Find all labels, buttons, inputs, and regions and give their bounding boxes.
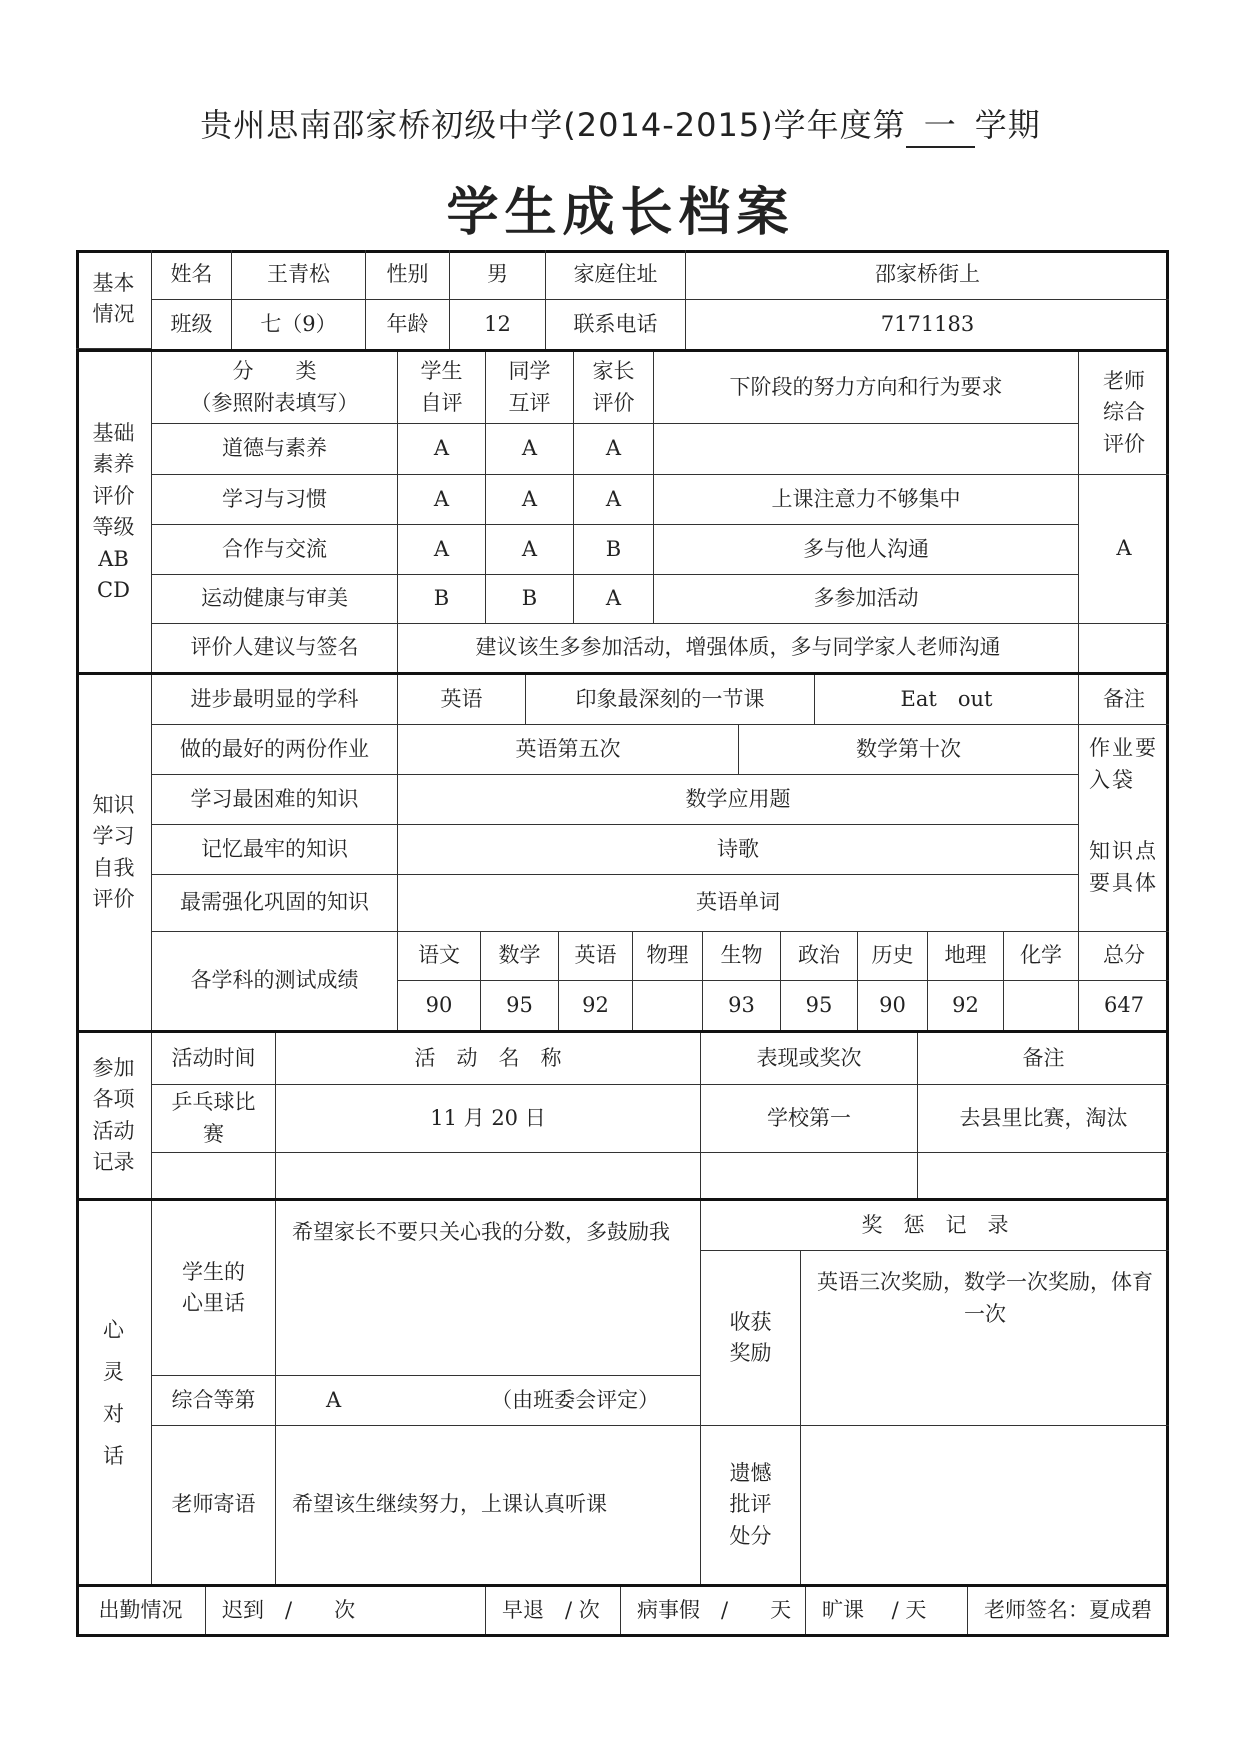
- grade-note: （由班委会评定）: [491, 1387, 660, 1412]
- heart-dialog-section: [76, 1201, 1169, 1587]
- address-value: 邵家桥街上: [686, 250, 1169, 300]
- hardest-value: 数学应用题: [398, 775, 1079, 825]
- remark-notes: [1079, 725, 1169, 932]
- term-number: 一: [906, 100, 975, 148]
- hardest-label: 学习最困难的知识: [152, 775, 398, 825]
- activity-name: 11 月 20 日: [276, 1085, 701, 1153]
- literacy-row-parent: B: [574, 525, 654, 575]
- penalty-label: 遗憾批评处分: [701, 1426, 801, 1584]
- knowledge-section: [76, 675, 1169, 1033]
- subject-score: 90: [398, 981, 481, 1030]
- literacy-row-peer: A: [486, 475, 574, 525]
- reward-text: 英语三次奖励，数学一次奖励，体育一次: [801, 1251, 1169, 1426]
- reward-penalty-title: 奖 惩 记 录: [701, 1201, 1169, 1251]
- student-words: 希望家长不要只关心我的分数，多鼓励我: [276, 1201, 701, 1376]
- memory-label: 记忆最牢的知识: [152, 825, 398, 875]
- literacy-row-peer: B: [486, 575, 574, 624]
- attendance-section: [76, 1587, 1169, 1637]
- early-leave-count: 早退 / 次: [486, 1587, 621, 1634]
- class-value: 七（9）: [232, 300, 366, 349]
- literacy-label: 基础素养评价等级ABCD: [76, 352, 152, 672]
- literacy-row-self: B: [398, 575, 486, 624]
- literacy-row-self: A: [398, 525, 486, 575]
- subject-name: 物理: [633, 932, 703, 981]
- subject-name: 历史: [858, 932, 928, 981]
- name-label: 姓名: [152, 250, 232, 300]
- activity-time-empty: [152, 1153, 276, 1198]
- literacy-row-goal: [654, 424, 1079, 475]
- age-label: 年龄: [366, 300, 450, 349]
- address-label: 家庭住址: [546, 250, 686, 300]
- subject-score: 90: [858, 981, 928, 1030]
- knowledge-label: 知识学习自我评价: [76, 675, 152, 1030]
- class-label: 班级: [152, 300, 232, 349]
- advice-label: 评价人建议与签名: [152, 624, 398, 672]
- gender-label: 性别: [366, 250, 450, 300]
- subject-score: 92: [928, 981, 1004, 1030]
- literacy-row-category: 运动健康与审美: [152, 575, 398, 624]
- subject-score: 92: [559, 981, 633, 1030]
- teacher-eval-header: 老师综合评价: [1079, 352, 1169, 475]
- subject-name: 数学: [481, 932, 559, 981]
- literacy-row-self: A: [398, 475, 486, 525]
- consolidate-label: 最需强化巩固的知识: [152, 875, 398, 932]
- advice-blank: [1079, 624, 1169, 672]
- student-words-label: 学生的心里话: [152, 1201, 276, 1376]
- name-value: 王青松: [232, 250, 366, 300]
- activity-result: 学校第一: [701, 1085, 918, 1153]
- remark-note-1: 作业要入袋: [1089, 736, 1158, 792]
- sick-leave-count: 病事假 / 天: [621, 1587, 806, 1634]
- age-value: 12: [450, 300, 546, 349]
- self-eval-header: 学生自评: [398, 352, 486, 424]
- phone-value: 7171183: [880, 311, 975, 336]
- literacy-row-parent: A: [574, 424, 654, 475]
- parent-eval-header: 家长评价: [574, 352, 654, 424]
- reward-label: 收获奖励: [701, 1251, 801, 1426]
- literacy-row-category: 合作与交流: [152, 525, 398, 575]
- lesson-label: 印象最深刻的一节课: [526, 675, 815, 725]
- heart-dialog-label: 心灵对话: [76, 1201, 152, 1584]
- grade-row: [276, 1376, 701, 1426]
- basic-info-label: 基本情况: [76, 250, 152, 349]
- grade-value: A: [326, 1387, 342, 1412]
- literacy-row-parent: A: [574, 475, 654, 525]
- term-suffix: 学期: [974, 106, 1041, 144]
- lesson-value: Eat out: [815, 675, 1079, 725]
- literacy-row-category: 道德与素养: [152, 424, 398, 475]
- phone-label: 联系电话: [546, 300, 686, 349]
- activity-name-empty: [276, 1153, 701, 1198]
- literacy-row-peer: A: [486, 424, 574, 475]
- literacy-section: [76, 352, 1169, 675]
- literacy-row-category: 学习与习惯: [152, 475, 398, 525]
- activity-result-empty: [701, 1153, 918, 1198]
- teacher-words: 希望该生继续努力，上课认真听课: [276, 1426, 701, 1584]
- subject-name: 语文: [398, 932, 481, 981]
- literacy-row-peer: A: [486, 525, 574, 575]
- homework-label: 做的最好的两份作业: [152, 725, 398, 775]
- activities-section: [76, 1033, 1169, 1201]
- grade-label: 综合等第: [152, 1376, 276, 1426]
- progress-label: 进步最明显的学科: [152, 675, 398, 725]
- literacy-row-parent: A: [574, 575, 654, 624]
- activity-result-header: 表现或奖次: [701, 1033, 918, 1085]
- activity-remark-header: 备注: [918, 1033, 1169, 1085]
- subject-name: 总分: [1079, 932, 1169, 981]
- literacy-row-self: A: [398, 424, 486, 475]
- total-score: 647: [1103, 992, 1145, 1017]
- document-title: 学生成长档案: [446, 183, 795, 243]
- literacy-row-goal: 上课注意力不够集中: [654, 475, 1079, 525]
- progress-value: 英语: [398, 675, 526, 725]
- subject-score: [1004, 981, 1079, 1030]
- activity-name-header: 活 动 名 称: [276, 1033, 701, 1085]
- activity-remark: 去县里比赛，淘汰: [918, 1085, 1169, 1153]
- document-subtitle: [0, 100, 1241, 148]
- subject-score: 95: [781, 981, 858, 1030]
- teacher-grade: A: [1079, 475, 1169, 624]
- advice-value: 建议该生多参加活动，增强体质，多与同学家人老师沟通: [398, 624, 1079, 672]
- activity-time-header: 活动时间: [152, 1033, 276, 1085]
- memory-value: 诗歌: [398, 825, 1079, 875]
- subject-name: 英语: [559, 932, 633, 981]
- subject-score: [633, 981, 703, 1030]
- homework-1: 英语第五次: [398, 725, 739, 775]
- teacher-signature: 老师签名：夏成碧: [984, 1597, 1152, 1622]
- basic-info-section: [76, 250, 1169, 352]
- scores-label: 各学科的测试成绩: [152, 932, 398, 1030]
- homework-2: 数学第十次: [739, 725, 1079, 775]
- subject-name: 地理: [928, 932, 1004, 981]
- goal-header: 下阶段的努力方向和行为要求: [654, 352, 1079, 424]
- literacy-row-goal: 多参加活动: [654, 575, 1079, 624]
- late-count: 迟到 / 次: [206, 1587, 486, 1634]
- category-header: 分 类 （参照附表填写）: [152, 352, 398, 424]
- activity-remark-empty: [918, 1153, 1169, 1198]
- subject-name: 政治: [781, 932, 858, 981]
- activity-time: 乒乓球比赛: [152, 1085, 276, 1153]
- consolidate-value: 英语单词: [398, 875, 1079, 932]
- peer-eval-header: 同学互评: [486, 352, 574, 424]
- subject-score: 93: [703, 981, 781, 1030]
- remark-label: 备注: [1079, 675, 1169, 725]
- subject-name: 生物: [703, 932, 781, 981]
- absence-count: 旷课 / 天: [806, 1587, 968, 1634]
- attendance-label: 出勤情况: [76, 1587, 206, 1634]
- penalty-text: [801, 1426, 1169, 1584]
- literacy-row-goal: 多与他人沟通: [654, 525, 1079, 575]
- activities-label: 参加各项活动记录: [76, 1033, 152, 1198]
- subject-name: 化学: [1004, 932, 1079, 981]
- teacher-words-label: 老师寄语: [152, 1426, 276, 1584]
- gender-value: 男: [450, 250, 546, 300]
- remark-note-2: 知识点要具体: [1089, 839, 1158, 895]
- term-prefix: 贵州思南邵家桥初级中学(2014-2015)学年度第: [200, 106, 906, 144]
- subject-score: 95: [481, 981, 559, 1030]
